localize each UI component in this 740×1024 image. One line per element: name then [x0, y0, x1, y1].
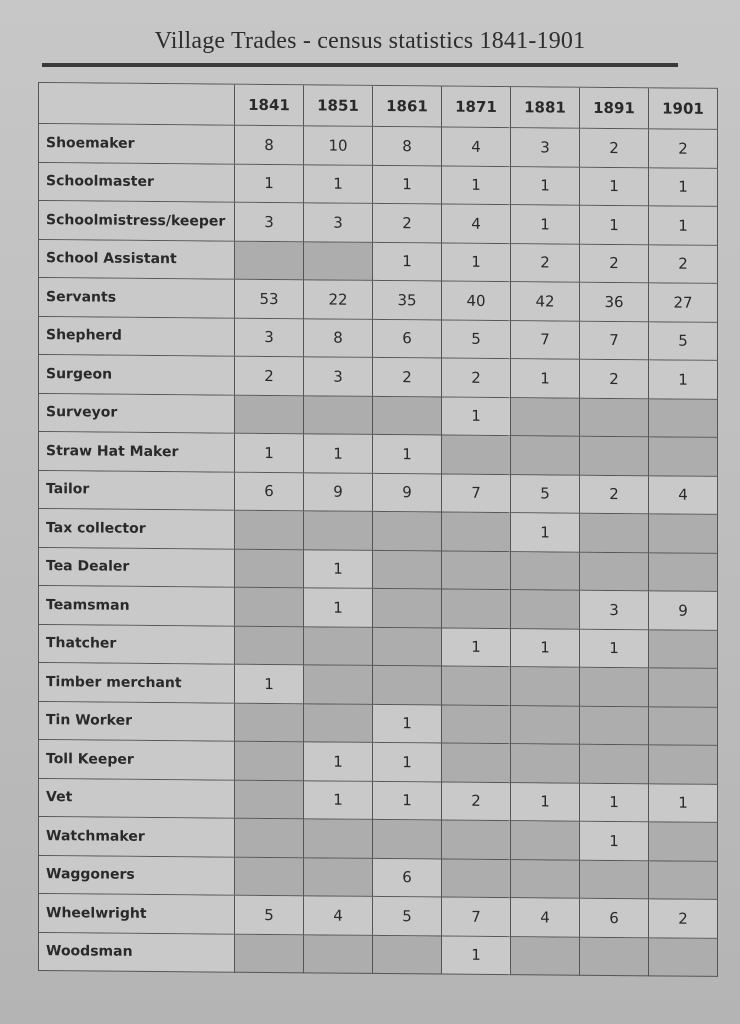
count-cell: 1	[442, 628, 511, 667]
year-header: 1871	[442, 87, 511, 129]
count-cell: 2	[442, 782, 511, 821]
count-cell	[442, 551, 511, 590]
trade-name: School Assistant	[39, 240, 235, 280]
count-cell: 6	[373, 858, 442, 897]
count-cell: 1	[580, 206, 649, 245]
count-cell	[235, 819, 304, 858]
count-cell	[442, 705, 511, 744]
trade-name: Teamsman	[39, 586, 235, 626]
trade-name: Straw Hat Maker	[39, 432, 235, 472]
trade-name: Vet	[39, 779, 235, 819]
count-cell: 7	[580, 321, 649, 360]
year-header: 1841	[235, 85, 304, 127]
count-cell	[442, 821, 511, 860]
trade-name: Servants	[39, 278, 235, 318]
count-cell	[511, 590, 580, 629]
count-cell: 2	[511, 244, 580, 283]
count-cell	[580, 706, 649, 745]
count-cell	[649, 399, 718, 438]
count-cell: 3	[511, 128, 580, 167]
count-cell	[373, 550, 442, 589]
trade-name: Tea Dealer	[39, 548, 235, 588]
count-cell: 3	[580, 591, 649, 630]
count-cell: 6	[373, 319, 442, 358]
count-cell	[373, 627, 442, 666]
count-cell	[580, 937, 649, 976]
count-cell: 1	[649, 206, 718, 245]
year-header: 1861	[373, 86, 442, 128]
count-cell: 4	[649, 476, 718, 515]
trade-name: Toll Keeper	[39, 740, 235, 780]
count-cell	[649, 668, 718, 707]
count-cell	[649, 938, 718, 977]
trade-name: Timber merchant	[39, 663, 235, 703]
count-cell	[373, 396, 442, 435]
count-cell	[649, 861, 718, 900]
count-cell	[580, 668, 649, 707]
trade-name: Surveyor	[39, 394, 235, 434]
count-cell	[304, 819, 373, 858]
count-cell: 9	[373, 473, 442, 512]
count-cell	[304, 704, 373, 743]
count-cell: 42	[511, 282, 580, 321]
count-cell: 4	[511, 898, 580, 937]
count-cell: 4	[304, 896, 373, 935]
count-cell: 9	[649, 591, 718, 630]
count-cell: 1	[373, 781, 442, 820]
trade-name: Woodsman	[39, 933, 235, 973]
count-cell	[235, 549, 304, 588]
count-cell: 1	[649, 784, 718, 823]
count-cell	[580, 437, 649, 476]
census-table	[38, 82, 718, 977]
count-cell	[511, 398, 580, 437]
count-cell	[649, 630, 718, 669]
trade-name: Wheelwright	[39, 894, 235, 934]
count-cell: 1	[511, 513, 580, 552]
trade-name: Thatcher	[39, 625, 235, 665]
count-cell: 6	[235, 472, 304, 511]
count-cell	[304, 858, 373, 897]
count-cell	[580, 398, 649, 437]
count-cell: 5	[235, 896, 304, 935]
count-cell: 2	[649, 129, 718, 168]
count-cell	[649, 437, 718, 476]
count-cell: 1	[442, 936, 511, 975]
count-cell: 1	[304, 165, 373, 204]
count-cell: 1	[580, 629, 649, 668]
count-cell: 1	[373, 165, 442, 204]
title-underline	[42, 63, 678, 67]
count-cell: 3	[304, 357, 373, 396]
count-cell: 1	[511, 167, 580, 206]
count-cell: 2	[580, 360, 649, 399]
count-cell: 1	[235, 665, 304, 704]
trade-name: Schoolmaster	[39, 163, 235, 203]
count-cell	[235, 703, 304, 742]
count-cell: 3	[235, 203, 304, 242]
count-cell: 7	[511, 321, 580, 360]
trade-name: Schoolmistress/keeper	[39, 201, 235, 241]
count-cell	[235, 395, 304, 434]
count-cell	[511, 436, 580, 475]
count-cell	[235, 511, 304, 550]
count-cell: 10	[304, 126, 373, 165]
count-cell	[373, 589, 442, 628]
count-cell: 1	[373, 242, 442, 281]
count-cell: 2	[373, 204, 442, 243]
count-cell	[235, 780, 304, 819]
count-cell: 5	[373, 897, 442, 936]
count-cell	[511, 821, 580, 860]
count-cell: 2	[580, 475, 649, 514]
count-cell	[649, 822, 718, 861]
count-cell	[304, 627, 373, 666]
count-cell: 6	[580, 899, 649, 938]
count-cell: 22	[304, 280, 373, 319]
page-title: Village Trades - census statistics 1841-1901	[154, 28, 586, 54]
count-cell: 1	[649, 360, 718, 399]
count-cell	[373, 666, 442, 705]
count-cell: 1	[442, 243, 511, 282]
count-cell	[649, 707, 718, 746]
count-cell	[442, 667, 511, 706]
count-cell	[235, 857, 304, 896]
count-cell	[373, 935, 442, 974]
count-cell	[580, 514, 649, 553]
count-cell	[373, 512, 442, 551]
year-header: 1851	[304, 85, 373, 127]
count-cell: 9	[304, 473, 373, 512]
year-header: 1881	[511, 87, 580, 129]
trade-name: Waggoners	[39, 856, 235, 896]
count-cell	[649, 514, 718, 553]
count-cell	[511, 937, 580, 976]
count-cell	[304, 511, 373, 550]
count-cell: 35	[373, 281, 442, 320]
count-cell	[580, 745, 649, 784]
year-header: 1891	[580, 88, 649, 130]
count-cell: 7	[442, 474, 511, 513]
count-cell: 3	[304, 203, 373, 242]
trade-name: Shoemaker	[39, 124, 235, 164]
count-cell	[235, 934, 304, 973]
count-cell	[235, 241, 304, 280]
count-cell: 1	[373, 435, 442, 474]
count-cell: 1	[580, 822, 649, 861]
count-cell: 1	[304, 550, 373, 589]
count-cell: 1	[511, 783, 580, 822]
count-cell: 2	[442, 359, 511, 398]
count-cell	[235, 742, 304, 781]
count-cell: 1	[373, 743, 442, 782]
count-cell: 2	[649, 899, 718, 938]
count-cell	[235, 588, 304, 627]
count-cell	[442, 436, 511, 475]
count-cell: 1	[373, 704, 442, 743]
count-cell: 1	[511, 205, 580, 244]
count-cell: 5	[649, 322, 718, 361]
count-cell	[304, 935, 373, 974]
count-cell: 1	[442, 397, 511, 436]
count-cell: 1	[235, 164, 304, 203]
count-cell	[511, 860, 580, 899]
count-cell	[580, 860, 649, 899]
count-cell: 1	[580, 783, 649, 822]
count-cell	[511, 706, 580, 745]
count-cell: 8	[235, 126, 304, 165]
count-cell	[511, 744, 580, 783]
count-cell	[373, 820, 442, 859]
count-cell: 4	[442, 128, 511, 167]
trade-name: Tax collector	[39, 509, 235, 549]
count-cell	[304, 665, 373, 704]
count-cell: 36	[580, 283, 649, 322]
count-cell: 7	[442, 898, 511, 937]
trade-name: Shepherd	[39, 317, 235, 357]
count-cell: 1	[511, 359, 580, 398]
count-cell: 8	[373, 127, 442, 166]
count-cell	[442, 744, 511, 783]
trade-name: Watchmaker	[39, 817, 235, 857]
count-cell	[442, 590, 511, 629]
count-cell: 2	[235, 357, 304, 396]
count-cell: 3	[235, 318, 304, 357]
count-cell: 5	[442, 320, 511, 359]
count-cell: 1	[235, 434, 304, 473]
count-cell	[511, 552, 580, 591]
count-cell: 8	[304, 319, 373, 358]
count-cell: 1	[580, 167, 649, 206]
count-cell	[235, 626, 304, 665]
count-cell: 2	[373, 358, 442, 397]
count-cell: 40	[442, 282, 511, 321]
trade-name: Surgeon	[39, 355, 235, 395]
count-cell: 1	[304, 781, 373, 820]
count-cell: 1	[304, 742, 373, 781]
count-cell: 1	[304, 588, 373, 627]
count-cell	[511, 667, 580, 706]
count-cell: 5	[511, 475, 580, 514]
count-cell: 2	[649, 245, 718, 284]
count-cell: 53	[235, 280, 304, 319]
count-cell: 1	[511, 629, 580, 668]
count-cell	[649, 745, 718, 784]
year-header: 1901	[649, 88, 718, 130]
count-cell	[304, 396, 373, 435]
count-cell	[649, 553, 718, 592]
trade-name: Tailor	[39, 471, 235, 511]
count-cell: 4	[442, 205, 511, 244]
count-cell: 1	[649, 168, 718, 207]
count-cell: 1	[442, 166, 511, 205]
count-cell: 1	[304, 434, 373, 473]
count-cell: 27	[649, 283, 718, 322]
count-cell	[580, 552, 649, 591]
count-cell: 2	[580, 244, 649, 283]
header-corner-cell	[39, 83, 235, 126]
count-cell	[304, 242, 373, 281]
count-cell	[442, 859, 511, 898]
count-cell	[442, 513, 511, 552]
trade-name: Tin Worker	[39, 702, 235, 742]
count-cell: 2	[580, 129, 649, 168]
